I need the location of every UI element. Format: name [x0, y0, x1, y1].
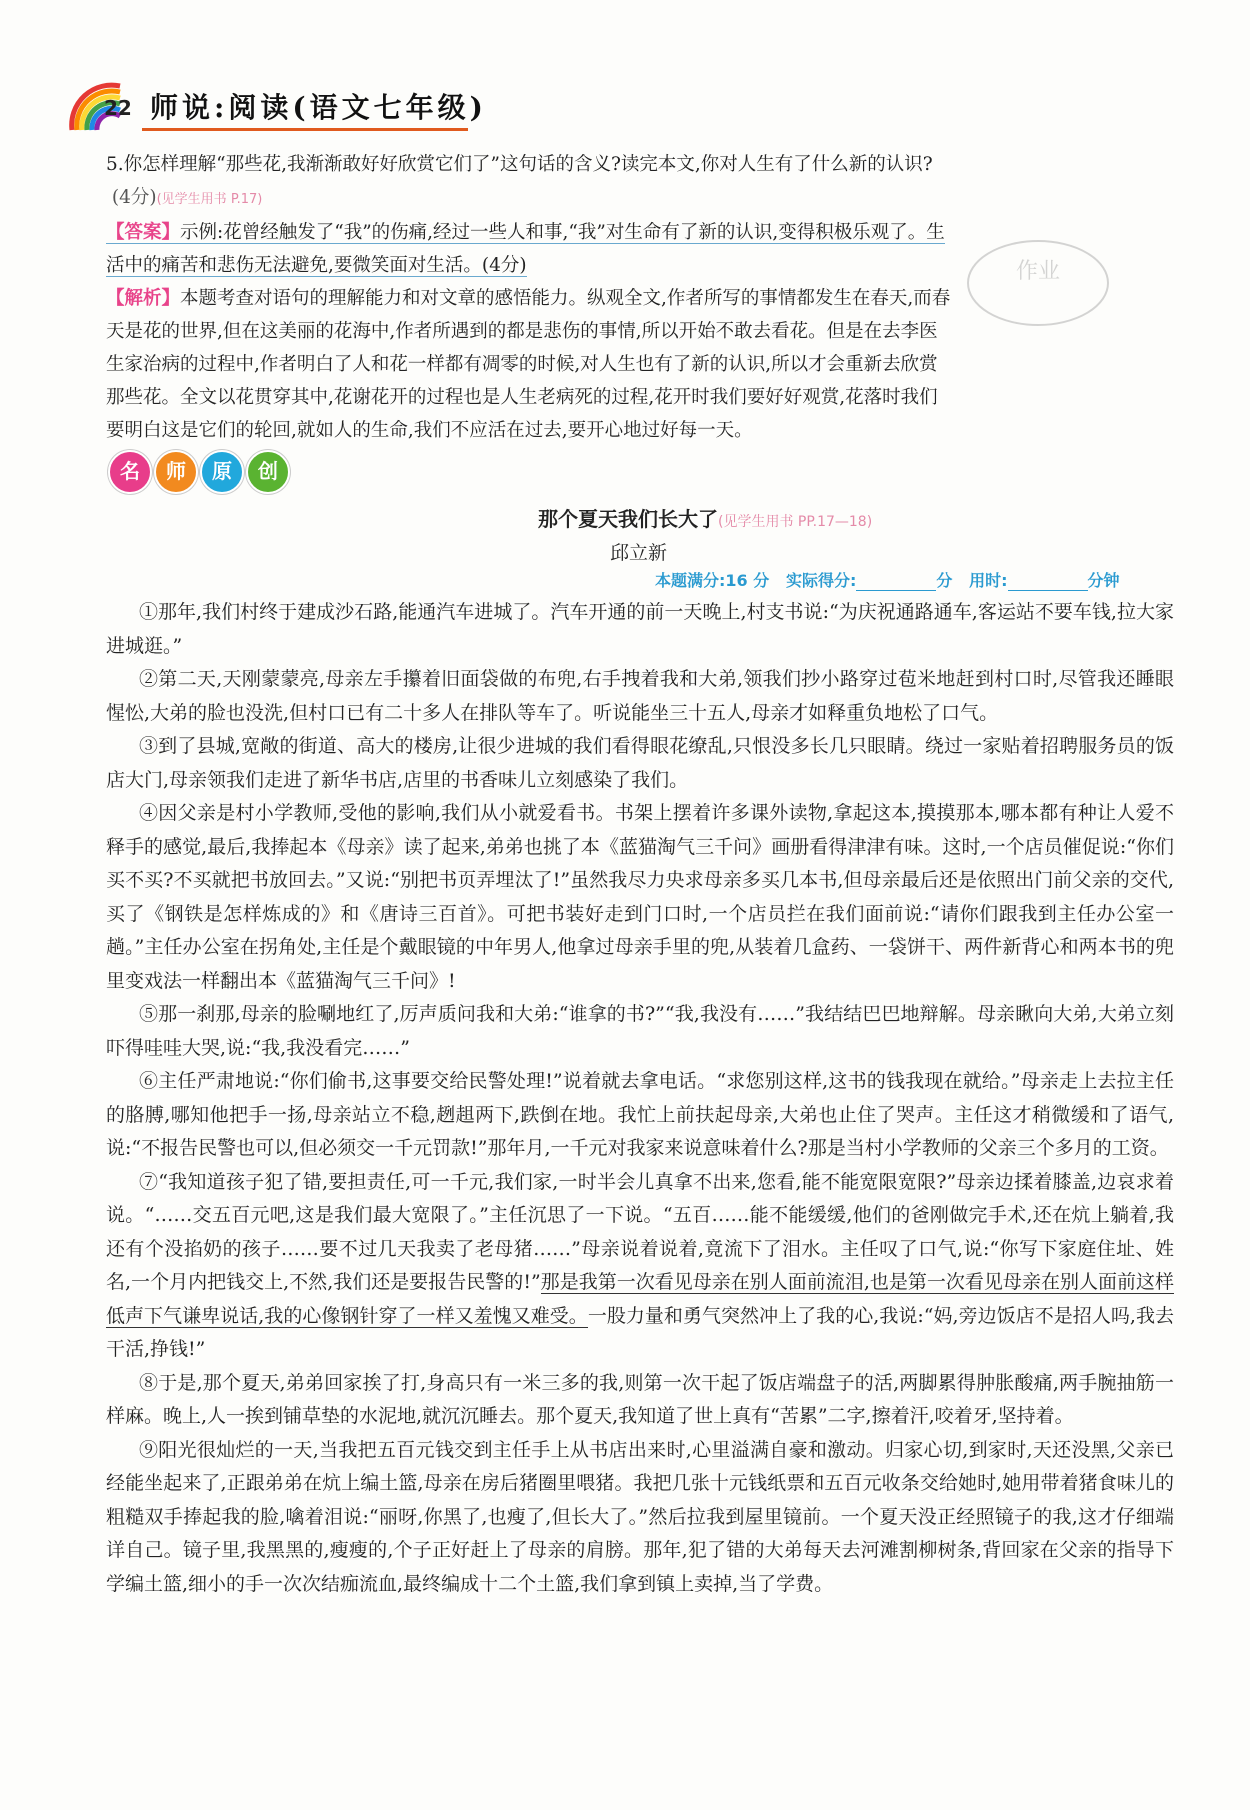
underlined-sentence: 那是我第一次看见母亲在别人面前流泪,也是第一次看见母亲在别人面前这样低声下气谦卑说话,我的心像钢针穿了一样又羞愧又难受。 — [106, 1271, 1174, 1327]
paragraph-4: ④因父亲是村小学教师,受他的影响,我们从小就爱看书。书架上摆着许多课外读物,拿起这本,摸摸那本,哪本都有种让人爱不释手的感觉,最后,我捧起本《母亲》读了起来,弟弟也挑了本《蓝猫淘气三千问》画册看得津津有味。这时,一个店员催促说:“你们买不买?不买就把书放回去。”又说:“别把书页弄埋汰了!”虽然我尽力央求母亲多买几本书,但母亲最后还是依照出门前父亲的交代,买了《钢铁是怎样炼成的》和《唐诗三百首》。可把书装好走到门口时,一个店员拦在我们面前说:“请你们跟我到主任办公室一趟。”主任办公室在拐角处,主任是个戴眼镜的中年男人,他拿过母亲手里的兜,从装着几盒药、一袋饼干、两件新背心和两本书的兜里变戏法一样翻出本《蓝猫淘气三千问》! — [106, 802, 1174, 992]
famous-teacher-original-badges — [108, 450, 308, 492]
score-line: 本题满分:16 分 实际得分: 分 用时: 分钟 — [655, 571, 1120, 590]
article-ref: (见学生用书 PP.17—18) — [718, 514, 873, 530]
analysis-line-1: 【解析】本题考查对语句的理解能力和对文章的感悟能力。纵观全文,作者所写的事情都发生在春天,而春 — [106, 288, 951, 309]
paragraph-3: ③到了县城,宽敞的街道、高大的楼房,让很少进城的我们看得眼花缭乱,只恨没多长几只眼睛。绕过一家贴着招聘服务员的饭店大门,母亲领我们走进了新华书店,店里的书香味儿立刻感染了我们。 — [106, 735, 1174, 791]
question-5-ref: (见学生用书 P.17) — [156, 192, 263, 207]
answer-tag: 【答案】 — [106, 222, 181, 243]
paragraph-7: ⑦“我知道孩子犯了错,要担责任,可一千元,我们家,一时半会儿真拿不出来,您看,能不能宽限宽限?”母亲边揉着膝盖,边哀求着说。“……交五百元吧,这是我们最大宽限了。”主任沉思了一下说。“五百……能不能缓缓,他们的爸刚做完手术,还在炕上躺着,我还有个没掐奶的孩子……要不过几天我卖了老母猪……”母亲说着说着,竟流下了泪水。主任叹了口气,说:“你写下家庭住址、姓名,一个月内把钱交上,不然,我们还是要报告民警的!”那是我第一次看见母亲在别人面前流泪,也是第一次看见母亲在别人面前这样低声下气谦卑说话,我的心像钢针穿了一样又羞愧又难受。一股力量和勇气突然冲上了我的心,我说:“妈,旁边饭店不是招人吗,我去干活,挣钱!” — [106, 1170, 1174, 1360]
answer-line-1: 【答案】示例:花曾经触发了“我”的伤痛,经过一些人和事,“我”对生命有了新的认识,变得积极乐观了。生 — [106, 222, 945, 243]
question-5-meta — [106, 181, 1174, 216]
analysis-line-5: 要明白这是它们的轮回,就如人的生命,我们不应活在过去,要开心地过好每一天。 — [106, 420, 753, 441]
paragraph-5: ⑤那一刹那,母亲的脸唰地红了,厉声质问我和大弟:“谁拿的书?”“我,我没有……”我结结巴巴地辩解。母亲瞅向大弟,大弟立刻吓得哇哇大哭,说:“我,我没看完……” — [106, 1003, 1174, 1059]
actual-score-blank[interactable] — [856, 574, 936, 591]
badge-shi: 师 — [154, 450, 198, 494]
badge-ming: 名 — [108, 450, 152, 494]
book-title: 师说:阅读(语文七年级) — [150, 91, 487, 124]
analysis-line-2: 天是花的世界,但在这美丽的花海中,作者所遇到的都是悲伤的事情,所以开始不敢去看花。但是在去李医 — [106, 321, 938, 342]
time-label: 用时: — [969, 571, 1008, 590]
time-blank[interactable] — [1008, 574, 1088, 591]
page-number: 22 — [104, 96, 132, 120]
paragraph-8: ⑧于是,那个夏天,弟弟回家挨了打,身高只有一米三多的我,则第一次干起了饭店端盘子的活,两脚累得肿胀酸痛,两手腕抽筋一样麻。晚上,人一挨到铺草垫的水泥地,就沉沉睡去。那个夏天,我知道了世上真有“苦累”二字,擦着汗,咬着牙,坚持着。 — [106, 1371, 1174, 1427]
homework-stamp-icon — [958, 228, 1118, 338]
question-5-score: (4分) — [111, 187, 157, 208]
answer-line-2: 活中的痛苦和悲伤无法避免,要微笑面对生活。(4分) — [106, 255, 527, 276]
paragraph-2: ②第二天,天刚蒙蒙亮,母亲左手攥着旧面袋做的布兜,右手拽着我和大弟,领我们抄小路穿过苞米地赶到村口时,尽管我还睡眼惺忪,大弟的脸也没洗,但村口已有二十多人在排队等车了。听说能坐三十五人,母亲才如释重负地松了口气。 — [106, 668, 1174, 724]
article-title: 那个夏天我们长大了(见学生用书 PP.17—18) — [538, 507, 873, 531]
badge-yuan: 原 — [200, 450, 244, 494]
analysis-line-3: 生家治病的过程中,作者明白了人和花一样都有凋零的时候,对人生也有了新的认识,所以才会重新去欣赏 — [106, 354, 938, 375]
badge-chuang: 创 — [246, 450, 290, 494]
question-5-text: 5.你怎样理解“那些花,我渐渐敢好好欣赏它们了”这句话的含义?读完本文,你对人生有了什么新的认识? — [106, 154, 933, 175]
title-underline — [142, 128, 468, 131]
actual-score-label: 实际得分: — [785, 571, 857, 590]
analysis-line-4: 那些花。全文以花贯穿其中,花谢花开的过程也是人生老病死的过程,花开时我们要好好观赏,花落时我们 — [106, 387, 938, 408]
article-author: 邱立新 — [610, 542, 668, 564]
article-body — [106, 596, 1174, 1601]
paragraph-1: ①那年,我们村终于建成沙石路,能通汽车进城了。汽车开通的前一天晚上,村支书说:“为庆祝通路通车,客运站不要车钱,拉大家进城逛。” — [106, 601, 1174, 657]
stamp-text: 作业 — [1015, 259, 1061, 284]
paragraph-9: ⑨阳光很灿烂的一天,当我把五百元钱交到主任手上从书店出来时,心里溢满自豪和激动。归家心切,到家时,天还没黑,父亲已经能坐起来了,正跟弟弟在炕上编土篮,母亲在房后猪圈里喂猪。我把几张十元钱纸票和五百元收条交给她时,她用带着猪食味儿的粗糙双手捧起我的脸,噙着泪说:“丽呀,你黑了,也瘦了,但长大了。”然后拉我到屋里镜前。一个夏天没正经照镜子的我,这才仔细端详自己。镜子里,我黑黑的,瘦瘦的,个子正好赶上了母亲的肩膀。那年,犯了错的大弟每天去河滩割柳树条,背回家在父亲的指导下学编土篮,细小的手一次次结痂流血,最终编成十二个土篮,我们拿到镇上卖掉,当了学费。 — [106, 1438, 1174, 1595]
analysis-tag: 【解析】 — [106, 288, 181, 309]
paragraph-6: ⑥主任严肃地说:“你们偷书,这事要交给民警处理!”说着就去拿电话。“求您别这样,这书的钱我现在就给。”母亲走上去拉主任的胳膊,哪知他把手一扬,母亲站立不稳,趔趄两下,跌倒在地。我忙上前扶起母亲,大弟也止住了哭声。主任这才稍微缓和了语气,说:“不报告民警也可以,但必须交一千元罚款!”那年月,一千元对我家来说意味着什么?那是当村小学教师的父亲三个多月的工资。 — [106, 1070, 1174, 1159]
full-score-label: 本题满分:16 分 — [655, 571, 770, 590]
